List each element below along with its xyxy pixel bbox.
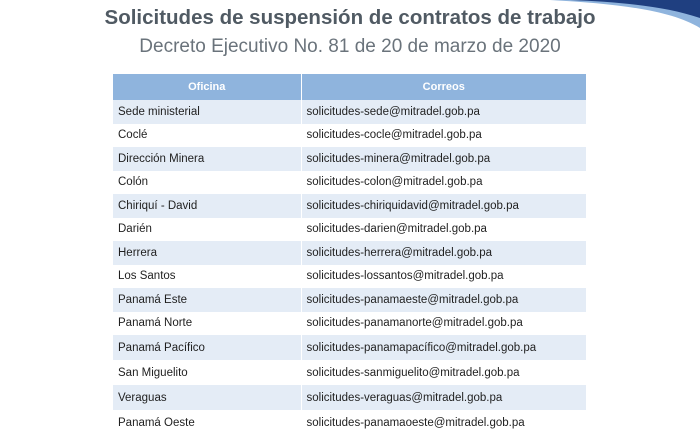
table-row [113, 100, 586, 124]
table-row [113, 194, 586, 218]
office-email[interactable]: solicitudes-darien@mitradel.gob.pa [301, 218, 586, 242]
office-email[interactable]: solicitudes-colon@mitradel.gob.pa [301, 171, 586, 195]
office-name: Herrera [113, 241, 301, 265]
office-email[interactable]: solicitudes-lossantos@mitradel.gob.pa [301, 265, 586, 289]
office-email[interactable]: solicitudes-veraguas@mitradel.gob.pa [301, 385, 586, 410]
table-row [113, 218, 586, 242]
office-email[interactable]: solicitudes-panamaoeste@mitradel.gob.pa [301, 410, 586, 435]
office-name: San Miguelito [113, 360, 301, 385]
table-row [113, 265, 586, 289]
page-subtitle: Decreto Ejecutivo No. 81 de 20 de marzo de 2020 [139, 36, 561, 57]
table-row [113, 124, 586, 148]
office-name: Panamá Pacífico [113, 335, 301, 360]
office-email[interactable]: solicitudes-panamapacífico@mitradel.gob.pa [301, 335, 586, 360]
column-header-correos: Correos [301, 74, 586, 100]
office-email[interactable]: solicitudes-minera@mitradel.gob.pa [301, 147, 586, 171]
office-name: Los Santos [113, 265, 301, 289]
office-email[interactable]: solicitudes-herrera@mitradel.gob.pa [301, 241, 586, 265]
office-name: Veraguas [113, 385, 301, 410]
office-name: Dirección Minera [113, 147, 301, 171]
table-row [113, 147, 586, 171]
table-row [113, 385, 586, 410]
office-email[interactable]: solicitudes-sanmiguelito@mitradel.gob.pa [301, 360, 586, 385]
column-header-oficina: Oficina [113, 74, 301, 100]
table-row [113, 312, 586, 336]
office-name: Coclé [113, 124, 301, 148]
office-name: Colón [113, 171, 301, 195]
table-row [113, 171, 586, 195]
office-name: Panamá Oeste [113, 410, 301, 435]
office-email[interactable]: solicitudes-panamanorte@mitradel.gob.pa [301, 312, 586, 336]
table-row [113, 410, 586, 435]
office-email[interactable]: solicitudes-panamaeste@mitradel.gob.pa [301, 288, 586, 312]
page-title: Solicitudes de suspensión de contratos de trabajo [104, 6, 596, 29]
table-row [113, 241, 586, 265]
table-row [113, 288, 586, 312]
office-name: Chiriquí - David [113, 194, 301, 218]
office-email-table [113, 74, 586, 435]
table-header-row [113, 74, 586, 100]
office-name: Darién [113, 218, 301, 242]
office-name: Sede ministerial [113, 100, 301, 124]
office-name: Panamá Norte [113, 312, 301, 336]
table-row [113, 360, 586, 385]
office-email[interactable]: solicitudes-cocle@mitradel.gob.pa [301, 124, 586, 148]
table-row [113, 335, 586, 360]
office-email[interactable]: solicitudes-sede@mitradel.gob.pa [301, 100, 586, 124]
office-email[interactable]: solicitudes-chiriquidavid@mitradel.gob.pa [301, 194, 586, 218]
office-name: Panamá Este [113, 288, 301, 312]
